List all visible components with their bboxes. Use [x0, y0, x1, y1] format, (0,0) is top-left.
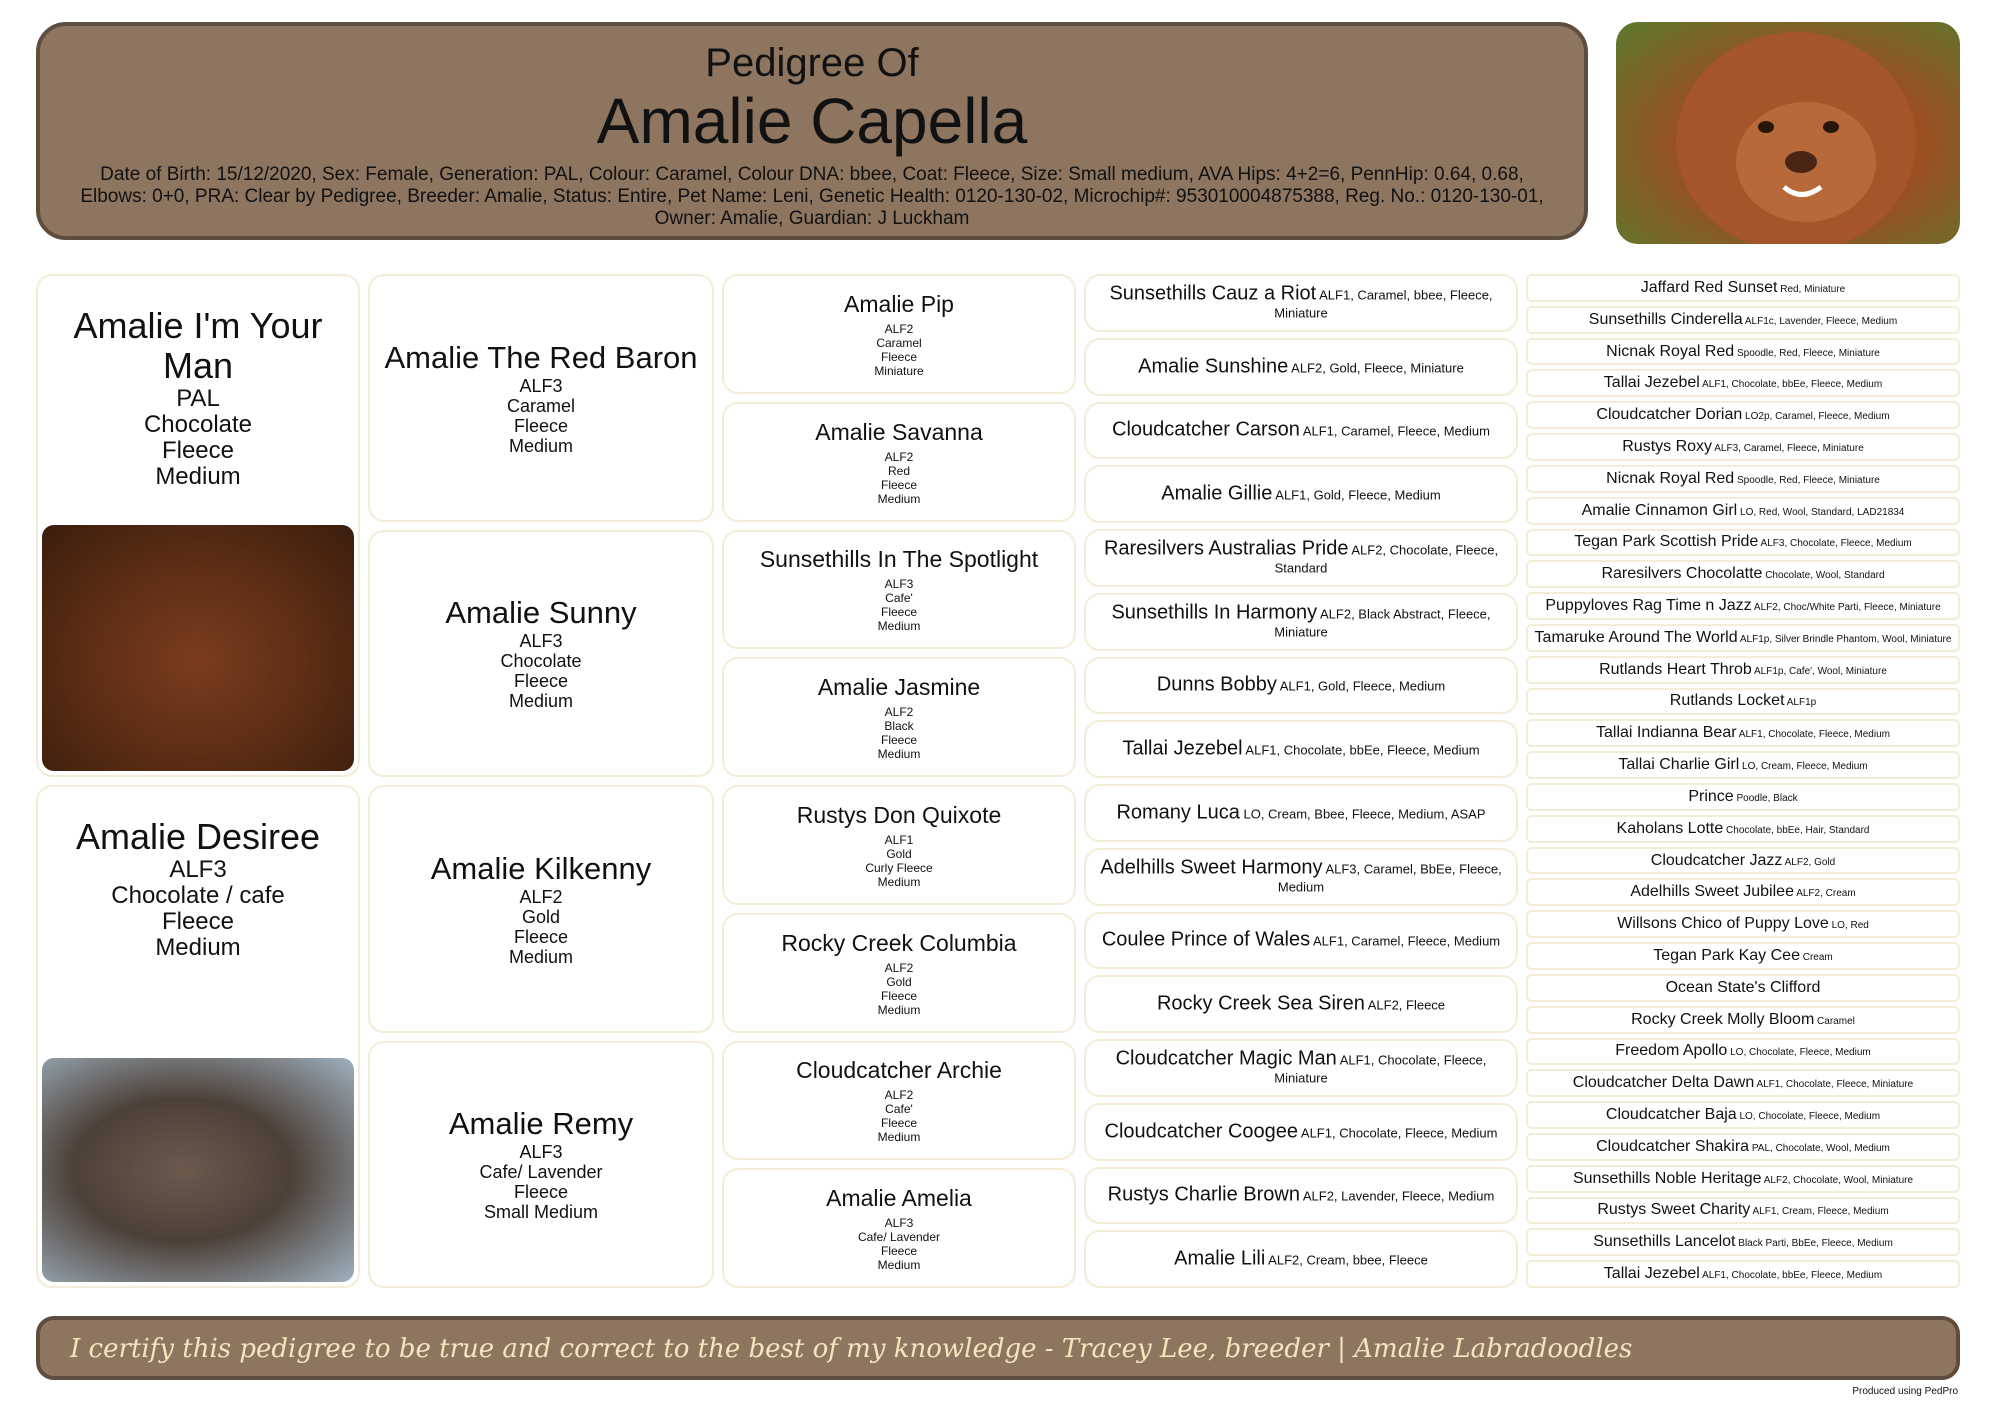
dog-description: LO, Red, Wool, Standard, LAD21834 [1737, 506, 1905, 518]
dog-attribute: ALF1 [884, 832, 914, 847]
dog-name: Sunsethills Cauz a Riot [1109, 282, 1317, 305]
pedigree-card [1526, 719, 1960, 747]
dog-attribute: Curly Fleece [865, 860, 933, 875]
dog-attribute: PAL [176, 385, 220, 412]
dog-name: Rocky Creek Columbia [781, 929, 1017, 956]
dog-name: Sunsethills Lancelot [1593, 1233, 1736, 1251]
dog-description: ALF2, Lavender, Fleece, Medium [1299, 1188, 1495, 1204]
dog-name: Amalie Jasmine [817, 674, 981, 701]
dog-photo [42, 525, 354, 771]
pedigree-card [1526, 529, 1960, 557]
dog-name: Amalie Sunshine [1138, 355, 1289, 378]
card-content [724, 673, 1074, 761]
dog-description: ALF1c, Lavender, Fleece, Medium [1742, 315, 1898, 327]
dog-description: PAL, Chocolate, Wool, Medium [1749, 1142, 1890, 1154]
dog-attribute: Chocolate / cafe [111, 882, 285, 909]
dog-description: LO, Chocolate, Fleece, Medium [1727, 1047, 1871, 1059]
card-content [1532, 947, 1954, 965]
dog-description: ALF1, Gold, Fleece, Medium [1276, 678, 1446, 694]
card-content [370, 340, 712, 456]
pedigree-card [1526, 1165, 1960, 1193]
pedigree-card [36, 785, 360, 1288]
dog-attribute: Small Medium [483, 1202, 599, 1223]
card-content [1532, 533, 1954, 551]
dog-attribute: Red [887, 463, 910, 478]
dog-attribute: Fleece [513, 671, 569, 692]
pedigree-card [722, 402, 1076, 522]
card-content [1532, 979, 1954, 997]
dog-attribute: Medium [877, 1002, 921, 1017]
dog-name: Rustys Don Quixote [796, 801, 1002, 828]
pedigree-card [1526, 433, 1960, 461]
card-content [1532, 470, 1954, 488]
dog-description: Caramel [1814, 1015, 1855, 1027]
dog-name: Tallai Charlie Girl [1618, 756, 1740, 774]
dog-name: Cloudcatcher Coogee [1104, 1120, 1299, 1143]
pedigree-card [1526, 624, 1960, 652]
pedigree-card [1084, 1230, 1518, 1288]
dog-description: LO, Cream, Bbee, Fleece, Medium, ASAP [1239, 806, 1486, 822]
pedigree-card [368, 1041, 714, 1289]
dog-attribute: Medium [155, 463, 241, 490]
card-content [724, 801, 1074, 889]
pedigree-card [722, 785, 1076, 905]
dog-attribute: Medium [508, 691, 574, 712]
dog-description: Chocolate, Wool, Standard [1762, 570, 1885, 582]
pedigree-card [368, 274, 714, 522]
pedigree-card [1526, 878, 1960, 906]
dog-attribute: Chocolate [143, 411, 253, 438]
dog-attribute: Cafe' [885, 1102, 913, 1117]
dog-description: ALF1, Chocolate, bbEe, Fleece, Medium [1242, 742, 1480, 758]
dog-name: Cloudcatcher Archie [796, 1057, 1002, 1084]
dog-photo [42, 1058, 354, 1282]
dog-attribute: ALF3 [884, 577, 914, 592]
dog-attribute: Medium [877, 874, 921, 889]
pedigree-card [1526, 338, 1960, 366]
pedigree-card [368, 785, 714, 1033]
card-content [1532, 438, 1954, 456]
dog-description: ALF3, Chocolate, Fleece, Medium [1758, 538, 1912, 550]
dog-attribute: ALF2 [884, 705, 914, 720]
dog-description: ALF1, Caramel, bbee, Fleece, Miniature [1274, 287, 1493, 321]
pedigree-card [1084, 1103, 1518, 1161]
card-content [1094, 484, 1508, 505]
main-dog-photo [1616, 22, 1960, 244]
dog-attribute: Cafe' [885, 591, 913, 606]
pedigree-card [1084, 465, 1518, 523]
pedigree-card [1084, 784, 1518, 842]
dog-name: Amalie The Red Baron [384, 339, 698, 375]
pedigree-card [1084, 593, 1518, 651]
dog-name: Kaholans Lotte [1616, 819, 1724, 837]
dog-name: Prince [1688, 787, 1734, 805]
dog-name-title: Amalie Capella [596, 85, 1028, 157]
card-content [1094, 420, 1508, 441]
pedigree-header [36, 22, 1588, 240]
dog-attribute: ALF3 [884, 1216, 914, 1231]
dog-name: Tegan Park Scottish Pride [1574, 533, 1759, 551]
pedigree-card [722, 530, 1076, 650]
pedigree-card [1526, 1069, 1960, 1097]
card-content [1532, 1265, 1954, 1283]
dog-attribute: Gold [886, 846, 912, 861]
dog-description: ALF2, Black Abstract, Fleece, Miniature [1274, 606, 1491, 640]
pedigree-card [1526, 592, 1960, 620]
dog-name: Cloudcatcher Jazz [1650, 851, 1783, 869]
card-content [1532, 1042, 1954, 1060]
dog-attribute: Fleece [880, 605, 918, 620]
pedigree-card [1526, 369, 1960, 397]
dog-name: Puppyloves Rag Time n Jazz [1545, 597, 1752, 615]
dog-details: Date of Birth: 15/12/2020, Sex: Female, Generation: PAL, Colour: Caramel, Colour DNA: bbee, Coat: Fleece, Size: Small medium, AVA Hips: 4+2=6, PennHip: 0.64, 0.68, Elbows: 0+0, PRA: Clear by Pedigree, Breeder: Amalie, Status: Entire, Pet Name: Leni, Genetic Health: 0120-130-02, Microchip#: 953010004875388, Reg. No.: 0120-130-01, Owner: Amalie, Guardian: J Luckham [80, 164, 1544, 229]
dog-attribute: Fleece [161, 437, 235, 464]
dog-name: Tallai Jezebel [1603, 374, 1700, 392]
card-content [1532, 1201, 1954, 1219]
card-content [1532, 502, 1954, 520]
pedigree-card [1084, 975, 1518, 1033]
dog-description: ALF3, Caramel, BbEe, Fleece, Medium [1277, 861, 1502, 895]
pedigree-card [1526, 942, 1960, 970]
dog-name: Amalie Kilkenny [430, 850, 652, 886]
dog-description: ALF1, Cream, Fleece, Medium [1750, 1206, 1889, 1218]
dog-description: Red, Miniature [1777, 283, 1846, 295]
pedigree-card [1084, 720, 1518, 778]
pedigree-card [1084, 1039, 1518, 1097]
dog-description: ALF2, Cream, bbee, Fleece [1265, 1252, 1428, 1268]
card-content [38, 276, 358, 490]
dog-description: ALF1, Caramel, Fleece, Medium [1310, 933, 1501, 949]
card-content [1094, 802, 1508, 823]
dog-attribute: Gold [886, 974, 912, 989]
dog-description: ALF1, Chocolate, Fleece, Medium [1736, 729, 1890, 741]
dog-attribute: Fleece [880, 733, 918, 748]
dog-attribute: Medium [877, 491, 921, 506]
card-content [724, 929, 1074, 1017]
dog-attribute: ALF3 [519, 375, 563, 396]
card-content [724, 1056, 1074, 1144]
pedigree-pre-title: Pedigree Of [705, 41, 919, 85]
card-content [1532, 343, 1954, 361]
dog-name: Sunsethills In Harmony [1111, 601, 1318, 624]
dog-name: Cloudcatcher Shakira [1596, 1137, 1750, 1155]
card-content [1094, 602, 1508, 641]
card-content [1532, 311, 1954, 329]
dog-attribute: Cafe/ Lavender [857, 1230, 941, 1245]
dog-attribute: Cafe/ Lavender [479, 1162, 603, 1183]
card-content [1532, 724, 1954, 742]
dog-description: ALF1p [1784, 697, 1817, 709]
pedigree-card [722, 913, 1076, 1033]
card-content [38, 787, 358, 961]
dog-attribute: Fleece [880, 1116, 918, 1131]
dog-name: Raresilvers Australias Pride [1103, 537, 1349, 560]
dog-name: Rustys Sweet Charity [1597, 1201, 1751, 1219]
dog-description: ALF1, Chocolate, bbEe, Fleece, Medium [1699, 1270, 1883, 1282]
card-content [1094, 1185, 1508, 1206]
dog-description: ALF1, Chocolate, bbEe, Fleece, Medium [1699, 379, 1883, 391]
pedigree-card [1084, 848, 1518, 906]
pedigree-card [36, 274, 360, 777]
pedigree-card [1526, 401, 1960, 429]
dog-description: Spoodle, Red, Fleece, Miniature [1734, 347, 1880, 359]
dog-attribute: ALF3 [519, 1142, 563, 1163]
dog-attribute: ALF2 [884, 321, 914, 336]
pedigree-card [368, 530, 714, 778]
dog-attribute: Medium [877, 1258, 921, 1273]
card-content [1532, 1138, 1954, 1156]
card-content [1532, 629, 1954, 647]
dog-attribute: ALF2 [884, 960, 914, 975]
pedigree-card [722, 274, 1076, 394]
card-content [1094, 283, 1508, 322]
dog-description: Spoodle, Red, Fleece, Miniature [1734, 474, 1880, 486]
card-content [1094, 1249, 1508, 1270]
dog-name: Rustys Roxy [1622, 437, 1713, 455]
dog-description: Poodle, Black [1733, 792, 1798, 804]
dog-name: Nicnak Royal Red [1606, 469, 1735, 487]
dog-attribute: Caramel [506, 395, 576, 416]
card-content [1532, 565, 1954, 583]
dog-name: Tallai Indianna Bear [1596, 724, 1737, 742]
card-content [1532, 1011, 1954, 1029]
dog-name: Cloudcatcher Baja [1605, 1106, 1737, 1124]
card-content [1532, 1106, 1954, 1124]
pedigree-card [1526, 1260, 1960, 1288]
dog-name: Sunsethills Cinderella [1588, 310, 1743, 328]
dog-description: ALF2, Choc/White Parti, Fleece, Miniature [1751, 602, 1941, 614]
produced-by-label: Produced using PedPro [1852, 1386, 1958, 1397]
pedigree-card [1084, 1167, 1518, 1225]
dog-name: Freedom Apollo [1615, 1042, 1728, 1060]
dog-name: Tamaruke Around The World [1534, 628, 1738, 646]
dog-name: Amalie Remy [448, 1106, 634, 1142]
dog-attribute: Medium [508, 946, 574, 967]
pedigree-card [1526, 974, 1960, 1002]
dog-description: ALF1, Chocolate, Fleece, Miniature [1274, 1052, 1487, 1086]
card-content [1094, 675, 1508, 696]
pedigree-card [1526, 1006, 1960, 1034]
dog-name: Amalie Desiree [75, 816, 321, 857]
pedigree-card [1526, 306, 1960, 334]
dog-name: Amalie I'm Your Man [73, 305, 323, 386]
dog-description: ALF2, Chocolate, Fleece, Standard [1274, 542, 1499, 576]
dog-name: Adelhills Sweet Harmony [1100, 856, 1323, 879]
dog-description: ALF1, Chocolate, Fleece, Medium [1298, 1125, 1498, 1141]
dog-attribute: ALF2 [884, 449, 914, 464]
pedigree-card [1526, 1228, 1960, 1256]
dog-attribute: Fleece [161, 908, 235, 935]
card-content [1532, 374, 1954, 392]
pedigree-card [1526, 656, 1960, 684]
dog-description: ALF2, Gold [1782, 856, 1836, 868]
card-content [1094, 1121, 1508, 1142]
dog-description: LO, Chocolate, Fleece, Medium [1736, 1111, 1881, 1123]
pedigree-card [1084, 338, 1518, 396]
dog-attribute: Black [884, 719, 914, 734]
card-content [1532, 915, 1954, 933]
dog-name: Amalie Sunny [445, 595, 637, 631]
dog-attribute: Fleece [880, 477, 918, 492]
card-content [1094, 994, 1508, 1015]
card-content [1532, 692, 1954, 710]
dog-name: Dunns Bobby [1156, 673, 1277, 696]
pedigree-card [1084, 529, 1518, 587]
dog-attribute: Fleece [513, 1182, 569, 1203]
card-content [1532, 1074, 1954, 1092]
dog-attribute: ALF3 [519, 631, 563, 652]
pedigree-card [1526, 1038, 1960, 1066]
dog-name: Ocean State's Clifford [1665, 978, 1821, 996]
dog-name: Raresilvers Chocolatte [1601, 565, 1763, 583]
pedigree-card [722, 657, 1076, 777]
dog-name: Cloudcatcher Dorian [1596, 406, 1743, 424]
pedigree-card [1084, 402, 1518, 460]
card-content [1532, 279, 1954, 297]
dog-description: ALF1, Caramel, Fleece, Medium [1299, 423, 1490, 439]
dog-name: Sunsethills In The Spotlight [759, 546, 1039, 573]
card-content [370, 851, 712, 967]
card-content [724, 1184, 1074, 1272]
dog-description: Chocolate, bbEe, Hair, Standard [1723, 824, 1870, 836]
dog-name: Tegan Park Kay Cee [1653, 946, 1800, 964]
dog-name: Rutlands Heart Throb [1599, 660, 1752, 678]
pedigree-card [1526, 1197, 1960, 1225]
card-content [724, 290, 1074, 378]
dog-name: Rustys Charlie Brown [1107, 1183, 1300, 1206]
card-content [1532, 788, 1954, 806]
dog-attribute: Gold [521, 906, 561, 927]
pedigree-card [1526, 1133, 1960, 1161]
dog-attribute: ALF2 [884, 1088, 914, 1103]
pedigree-card [1526, 847, 1960, 875]
dog-description: Black Parti, BbEe, Fleece, Medium [1735, 1238, 1893, 1250]
card-content [1532, 820, 1954, 838]
dog-description: LO, Cream, Fleece, Medium [1739, 761, 1868, 773]
dog-name: Rutlands Locket [1669, 692, 1785, 710]
card-content [1094, 857, 1508, 896]
card-content [724, 545, 1074, 633]
pedigree-card [1526, 497, 1960, 525]
pedigree-card [1526, 688, 1960, 716]
card-content [1532, 406, 1954, 424]
card-content [1532, 852, 1954, 870]
dog-description: ALF1p, Silver Brindle Phantom, Wool, Miniature [1737, 633, 1952, 645]
dog-name: Romany Luca [1116, 801, 1240, 824]
dog-attribute: Medium [877, 1130, 921, 1145]
dog-name: Coulee Prince of Wales [1101, 928, 1311, 951]
dog-name: Amalie Savanna [815, 418, 983, 445]
dog-name: Willsons Chico of Puppy Love [1617, 915, 1829, 933]
pedigree-card [722, 1168, 1076, 1288]
card-content [1532, 756, 1954, 774]
dog-attribute: Medium [508, 435, 574, 456]
dog-attribute: ALF2 [519, 886, 563, 907]
card-content [1532, 597, 1954, 615]
dog-attribute: Fleece [513, 415, 569, 436]
dog-description: ALF2, Fleece [1364, 997, 1446, 1013]
dog-attribute: Medium [155, 934, 241, 961]
dog-name: Rocky Creek Molly Bloom [1631, 1010, 1815, 1028]
dog-description: LO, Red [1828, 920, 1869, 932]
dog-attribute: Fleece [880, 988, 918, 1003]
card-content [1094, 356, 1508, 377]
pedigree-card [1526, 910, 1960, 938]
pedigree-card [1526, 1101, 1960, 1129]
dog-attribute: ALF3 [169, 856, 227, 883]
dog-name: Amalie Lili [1174, 1247, 1266, 1270]
dog-attribute: Fleece [880, 349, 918, 364]
pedigree-card [1526, 560, 1960, 588]
dog-name: Amalie Gillie [1161, 482, 1273, 505]
pedigree-card [1084, 657, 1518, 715]
card-content [370, 595, 712, 711]
card-content [1094, 930, 1508, 951]
card-content [1532, 1170, 1954, 1188]
card-content [1094, 1048, 1508, 1087]
pedigree-card [1084, 274, 1518, 332]
dog-attribute: Fleece [880, 1244, 918, 1259]
dog-name: Amalie Pip [844, 290, 954, 317]
dog-description: Cream [1799, 951, 1833, 963]
dog-name: Nicnak Royal Red [1606, 342, 1735, 360]
dog-description: ALF1, Chocolate, Fleece, Miniature [1754, 1079, 1914, 1091]
certification-banner [36, 1316, 1960, 1380]
pedigree-card [1526, 465, 1960, 493]
dog-name: Sunsethills Noble Heritage [1572, 1169, 1762, 1187]
dog-description: ALF2, Cream [1793, 888, 1856, 900]
dog-name: Adelhills Sweet Jubilee [1630, 883, 1794, 901]
card-content [724, 418, 1074, 506]
pedigree-card [1084, 912, 1518, 970]
dog-description: ALF1, Gold, Fleece, Medium [1272, 487, 1441, 503]
dog-attribute: Medium [877, 619, 921, 634]
certification-text: I certify this pedigree to be true and correct to the best of my knowledge - Tracey Lee, breeder | Amalie Labradoodles [70, 1334, 1633, 1364]
dog-description: ALF3, Caramel, Fleece, Miniature [1712, 442, 1864, 454]
dog-description: ALF2, Chocolate, Wool, Miniature [1761, 1174, 1914, 1186]
dog-attribute: Fleece [513, 926, 569, 947]
dog-name: Cloudcatcher Carson [1112, 418, 1300, 441]
dog-name: Amalie Amelia [826, 1185, 972, 1212]
pedigree-card [722, 1041, 1076, 1161]
card-content [370, 1106, 712, 1222]
dog-name: Tallai Jezebel [1122, 737, 1243, 760]
pedigree-card [1526, 815, 1960, 843]
card-content [1532, 883, 1954, 901]
dog-name: Rocky Creek Sea Siren [1156, 992, 1365, 1015]
dog-description: ALF2, Gold, Fleece, Miniature [1288, 360, 1464, 376]
dog-attribute: Miniature [874, 363, 924, 378]
dog-attribute: Medium [877, 747, 921, 762]
dog-attribute: Chocolate [500, 651, 582, 672]
card-content [1532, 1233, 1954, 1251]
dog-attribute: Caramel [876, 335, 922, 350]
pedigree-card [1526, 274, 1960, 302]
dog-name: Amalie Cinnamon Girl [1581, 501, 1738, 519]
dog-name: Cloudcatcher Delta Dawn [1572, 1074, 1755, 1092]
pedigree-card [1526, 783, 1960, 811]
dog-name: Cloudcatcher Magic Man [1115, 1047, 1337, 1070]
dog-description: ALF1p, Cafe', Wool, Miniature [1751, 665, 1887, 677]
dog-description: LO2p, Caramel, Fleece, Medium [1742, 411, 1890, 423]
dog-name: Tallai Jezebel [1603, 1265, 1700, 1283]
card-content [1094, 538, 1508, 577]
pedigree-card [1526, 751, 1960, 779]
card-content [1094, 739, 1508, 760]
card-content [1532, 661, 1954, 679]
dog-name: Jaffard Red Sunset [1640, 278, 1778, 296]
